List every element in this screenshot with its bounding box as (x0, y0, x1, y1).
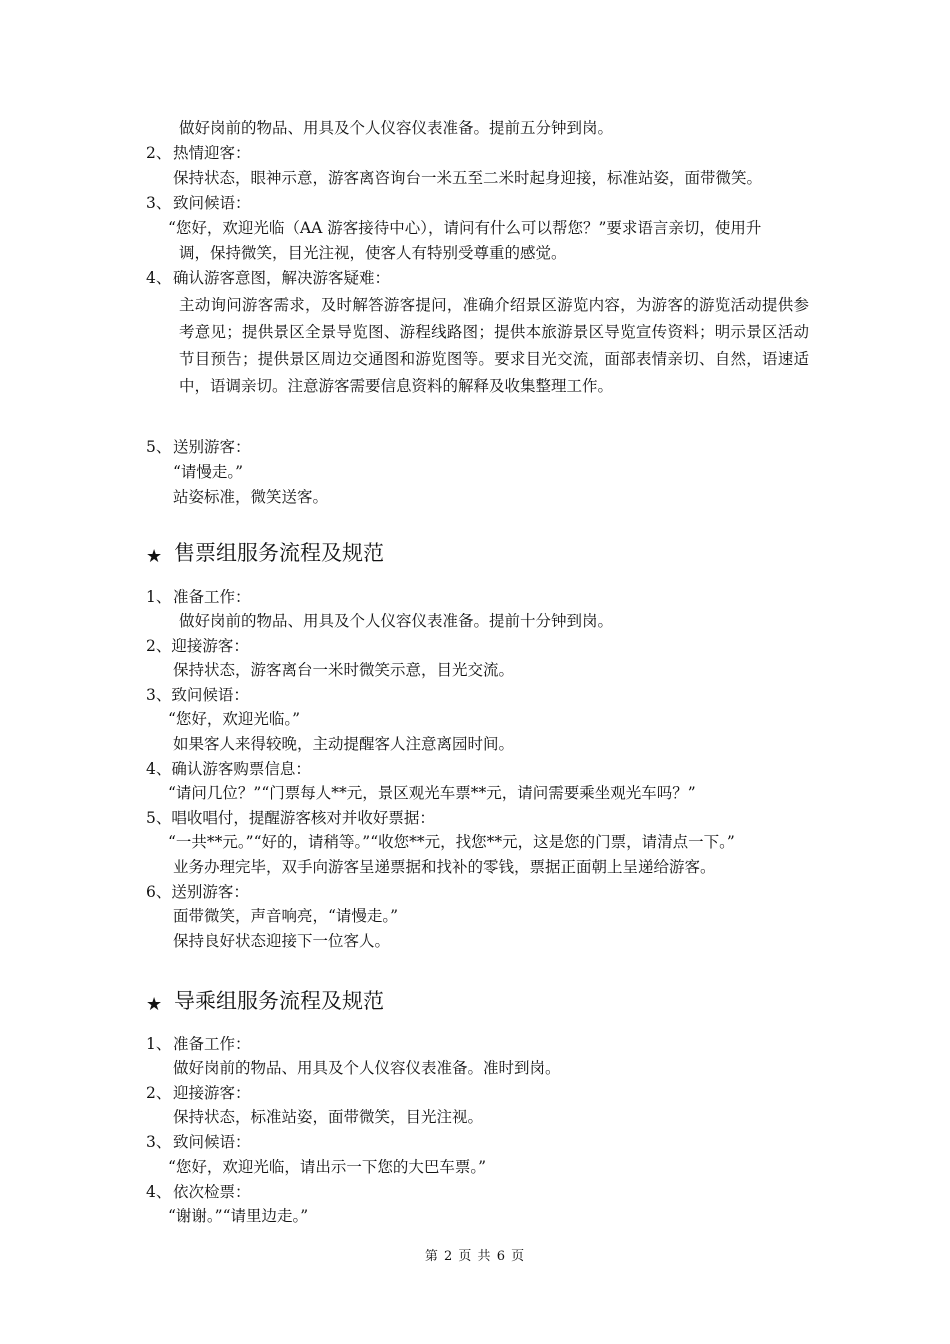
reception-step3-number: 3、 (146, 194, 172, 212)
guide-step4-title: 依次检票： (173, 1183, 251, 1201)
ticket-step2-title: 2、迎接游客： (146, 637, 249, 655)
guide-section-heading: 导乘组服务流程及规范 (174, 989, 384, 1013)
reception-step5-title: 送别游客： (173, 438, 251, 456)
ticket-section-heading-row (146, 539, 384, 571)
guide-step3-number: 3、 (146, 1133, 172, 1151)
reception-step2-number: 2、 (146, 144, 172, 162)
guide-step2-desc: 保持状态，标准站姿，面带微笑，目光注视。 (173, 1108, 484, 1126)
reception-step5-desc-line2: 站姿标准，微笑送客。 (173, 488, 329, 506)
ticket-step3-title: 3、致问候语： (146, 686, 249, 704)
reception-step4-title: 确认游客意图，解决游客疑难： (173, 269, 391, 287)
reception-step2-desc: 保持状态，眼神示意，游客离咨询台一米五至二米时起身迎接，标准站姿，面带微笑。 (173, 169, 763, 187)
guide-step2-number: 2、 (146, 1084, 172, 1102)
star-icon: ★ (146, 994, 163, 1015)
reception-step5-desc-line1: “请慢走。” (173, 463, 244, 481)
guide-step3-title: 致问候语： (173, 1133, 251, 1151)
ticket-step6-desc-line1: 面带微笑，声音响亮，“请慢走。” (173, 907, 399, 925)
ticket-step6-title: 6、送别游客： (146, 883, 249, 901)
ticket-section-heading: 售票组服务流程及规范 (174, 541, 384, 565)
star-icon: ★ (146, 546, 163, 567)
reception-step2-title: 热情迎客： (173, 144, 251, 162)
ticket-step2-desc: 保持状态，游客离台一米时微笑示意，目光交流。 (173, 661, 515, 679)
reception-step4-number: 4、 (146, 269, 172, 287)
ticket-step5-desc-line2: 业务办理完毕，双手向游客呈递票据和找补的零钱，票据正面朝上呈递给游客。 (173, 858, 716, 876)
ticket-step4-desc: “请问几位？”“门票每人**元，景区观光车票**元，请问需要乘坐观光车吗？” (168, 784, 696, 802)
reception-step3-desc-line1: “您好，欢迎光临（AA 游客接待中心），请问有什么可以帮您？”要求语言亲切，使用升 (168, 219, 762, 237)
ticket-step1-title: 准备工作： (173, 588, 251, 606)
page-footer: 第 2 页 共 6 页 (424, 1249, 526, 1264)
ticket-step5-title: 5、唱收唱付，提醒游客核对并收好票据： (146, 809, 435, 827)
reception-step4-paragraph: 主动询问游客需求，及时解答游客提问，准确介绍景区游览内容，为游客的游览活动提供参考意见；提供景区全景导览图、游程线路图；提供本旅游景区导览宣传资料；明示景区活动节目预告；提供景区周边交通图和游览图等。要求目光交流，面部表情亲切、自然，语速适中，语调亲切。注意游客需要信息资料的解释及收集整理工作。 (179, 296, 809, 395)
ticket-step6-desc-line2: 保持良好状态迎接下一位客人。 (173, 932, 391, 950)
ticket-step1-desc: 做好岗前的物品、用具及个人仪容仪表准备。提前十分钟到岗。 (179, 612, 614, 630)
guide-step1-number: 1、 (146, 1035, 172, 1053)
guide-step1-title: 准备工作： (173, 1035, 251, 1053)
guide-step2-title: 迎接游客： (173, 1084, 251, 1102)
ticket-step4-title: 4、确认游客购票信息： (146, 760, 311, 778)
reception-step3-desc-line2: 调，保持微笑，目光注视，使客人有特别受尊重的感觉。 (179, 244, 567, 262)
ticket-step1-number: 1、 (146, 588, 172, 606)
ticket-step3-desc-line1: “您好，欢迎光临。” (168, 710, 301, 728)
reception-step3-title: 致问候语： (173, 194, 251, 212)
guide-step1-desc: 做好岗前的物品、用具及个人仪容仪表准备。准时到岗。 (173, 1059, 561, 1077)
guide-step4-number: 4、 (146, 1183, 172, 1201)
guide-step3-desc: “您好，欢迎光临，请出示一下您的大巴车票。” (168, 1158, 487, 1176)
guide-section-heading-row (146, 987, 384, 1019)
ticket-step5-desc-line1: “一共**元。”“好的，请稍等。”“收您**元，找您**元，这是您的门票，请清点一下。” (168, 833, 735, 851)
ticket-step3-desc-line2: 如果客人来得较晚，主动提醒客人注意离园时间。 (173, 735, 515, 753)
reception-step5-number: 5、 (146, 438, 172, 456)
guide-step4-desc: “谢谢。”“请里边走。” (168, 1207, 309, 1225)
reception-step1-desc: 做好岗前的物品、用具及个人仪容仪表准备。提前五分钟到岗。 (179, 119, 614, 137)
